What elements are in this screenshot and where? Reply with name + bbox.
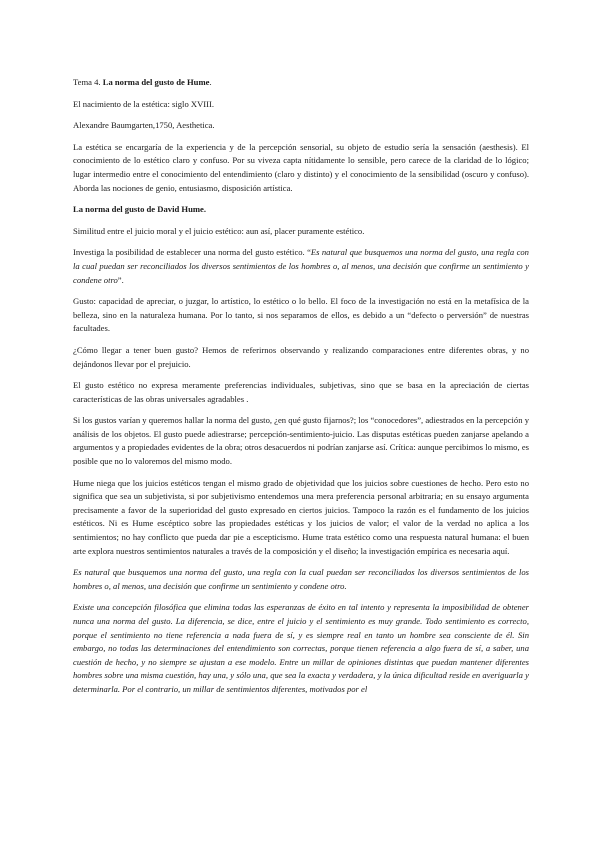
paragraph-connoisseurs: Si los gustos varían y queremos hallar la norma del gusto, ¿en qué gusto fijarnos?; los “conocedores”, adiestrados en la percepción y análisis de los objetos. El gusto puede adiestrarse; percepción-sentimiento-juicio. Las disputas estéticas pueden zanjarse apelando a argumentos y a propiedades evidentes de la obra; otros desacuerdos ni podrían zanjarse así. Crítica: aunque percibimos lo mismo, es posible que no lo valoremos del mismo modo. [73, 415, 529, 467]
para3-italic: Es natural que busquemos una norma del gusto, una regla con la cual puedan ser reconciliados los diversos sentimientos de los hombres o, al menos, una decisión que confirme un sentimiento y condene otro [73, 247, 529, 285]
title-prefix: Tema 4. [73, 77, 103, 87]
paragraph-aesthetics: La estética se encargaría de la experiencia y de la percepción sensorial, su objeto de estudio sería la sensación (aesthesis). El conocimiento de lo estético claro y confuso. Por su viveza capta nítidamente lo sensible, pero carece de la claridad de lo lógico; lugar intermedio entre el conocimiento del entendimiento (claro y distinto) y el conocimiento de la sensibilidad (oscuro y confuso). Aborda las nociones de genio, entusiasmo, disposición artística. [73, 141, 529, 193]
paragraph-similarity: Similitud entre el juicio moral y el juicio estético: aun así, placer puramente estético. [73, 225, 365, 236]
line-baumgarten: Alexandre Baumgarten,1750, Aesthetica. [73, 120, 215, 131]
para3-end: ”. [117, 274, 124, 285]
para3-normal: Investiga la posibilidad de establecer una norma del gusto estético. “ [73, 247, 311, 258]
paragraph-aesthetic-taste: El gusto estético no expresa meramente preferencias individuales, subjetivas, sino que se basa en la apreciación de ciertas características de las obras universales agradables . [73, 380, 529, 404]
quote-philosophical-conception: Existe una concepción filosófica que elimina todas las esperanzas de éxito en tal intento y representa la imposibilidad de obtener nunca una norma del gusto. La diferencia, se dice, entre el juicio y el sentimiento es muy grande. Todo sentimiento es correcto, porque el sentimiento no tiene referencia a nada fuera de sí, y es siempre real en tanto un hombre sea consciente de él. Sin embargo, no todas las determinaciones del entendimiento son correctas, porque tienen referencia a algo fuera de sí, a saber, una cuestión de hecho, y no siempre se ajustan a ese modelo. Entre un millar de opiniones distintas que puedan mantener diferentes hombres sobre una misma cuestión, hay una, y sólo una, que sea la exacta y verdadera, y la única dificultad reside en averiguarla y determinarla. Por el contrario, un millar de sentimientos diferentes, motivados por el [73, 602, 529, 694]
title-suffix: . [209, 77, 212, 87]
paragraph-good-taste: ¿Cómo llegar a tener buen gusto? Hemos de referirnos observando y realizando comparaciones entre diferentes obras, y no dejándonos llevar por el prejuicio. [73, 344, 529, 369]
paragraph-taste: Gusto: capacidad de apreciar, o juzgar, lo artístico, lo estético o lo bello. El foco de la investigación no está en la metafísica de la belleza, sino en la naturaleza humana. Por lo tanto, si nos separamos de ellos, es debido a un “defecto o perversión” de nuestras facultades. [73, 296, 529, 334]
title-bold: La norma del gusto de Hume [102, 77, 210, 87]
section-heading: La norma del gusto de David Hume. [73, 204, 206, 215]
document-title [73, 76, 529, 90]
quote-natural-norm: Es natural que busquemos una norma del gusto, una regla con la cual puedan ser reconciliados los diversos sentimientos de los hombres o, al menos, una decisión que confirme un sentimiento y condene otro. [73, 567, 529, 591]
paragraph-investigation [73, 246, 529, 287]
document-page [73, 76, 529, 705]
line-birth-aesthetics: El nacimiento de la estética: siglo XVIII. [73, 98, 215, 109]
paragraph-hume-judgments: Hume niega que los juicios estéticos tengan el mismo grado de objetividad que los juicios sobre cuestiones de hecho. Pero esto no significa que sea un subjetivista, si por subjetivismo entendemos una mera preferencia personal arbitraria; en su ensayo argumenta precisamente a favor de la superioridad del gusto expresado en ciertos juicios. Tampoco la razón es el fundamento de los juicios estéticos. Ni es Hume escéptico sobre las propiedades estéticas y los juicios de valor; el valor de la verdad no aplica a los sentimientos; no hay conflicto que pueda dar pie a escepticismo. Hume trata estético como una respuesta natural humana: el buen arte explora nuestros sentimientos naturales a través de la composición y el diseño; la investigación empírica es necesaria aquí. [73, 477, 529, 556]
